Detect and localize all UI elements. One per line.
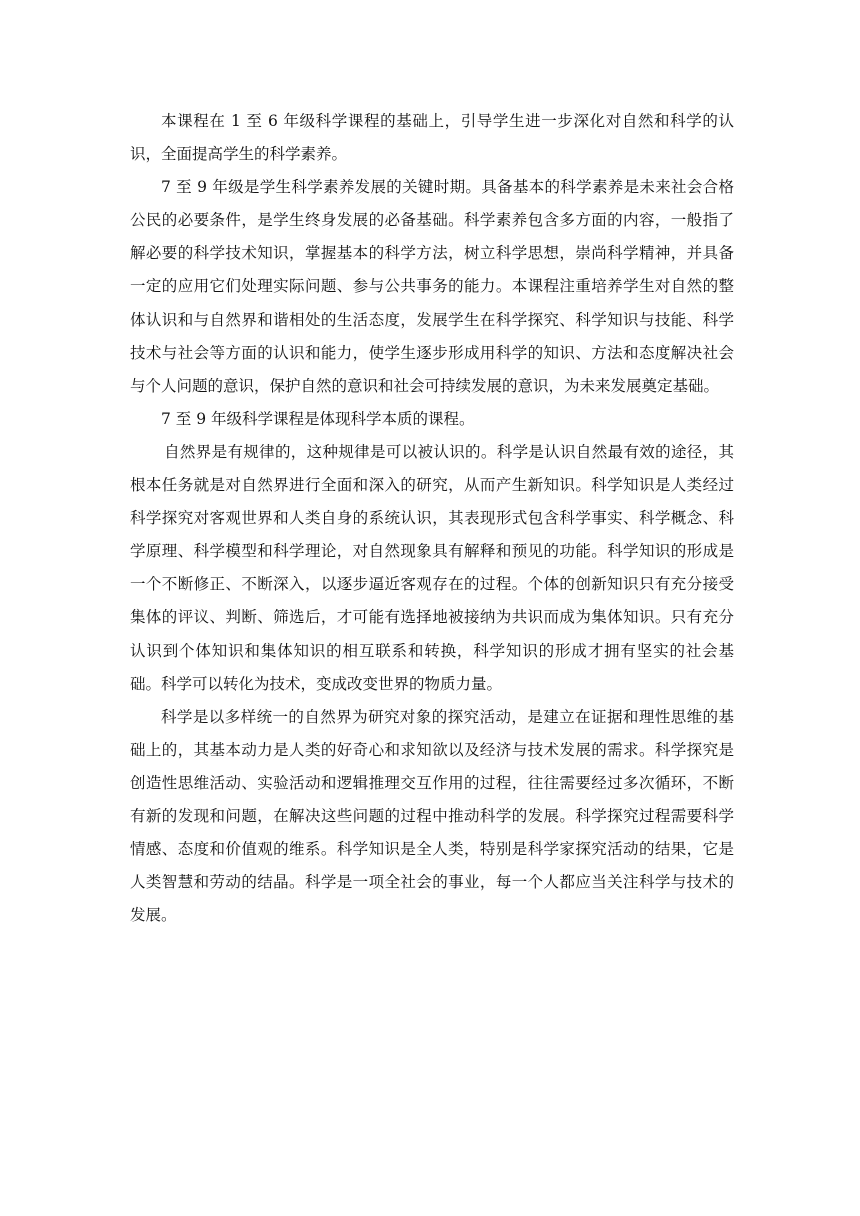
paragraph: 本课程在 1 至 6 年级科学课程的基础上，引导学生进一步深化对自然和科学的认识，全面提高学生的科学素养。 [130,112,734,164]
paragraph: 自然界是有规律的，这种规律是可以被认识的。科学是认识自然最有效的途径，其根本任务就是对自然界进行全面和深入的研究，从而产生新知识。科学知识是人类经过科学探究对客观世界和人类自身的系统认识，其表现形式包含科学事实、科学概念、科学原理、科学模型和科学理论，对自然现象具有解释和预见的功能。科学知识的形成是一个不断修正、不断深入，以逐步逼近客观存在的过程。个体的创新知识只有充分接受集体的评议、判断、筛选后，才可能有选择地被接纳为共识而成为集体知识。只有充分认识到个体知识和集体知识的相互联系和转换，科学知识的形成才拥有坚实的社会基础。科学可以转化为技术，变成改变世界的物质力量。 [130,442,734,693]
document-body [130,105,734,932]
paragraph: 科学是以多样统一的自然界为研究对象的探究活动，是建立在证据和理性思维的基础上的，其基本动力是人类的好奇心和求知欲以及经济与技术发展的需求。科学探究是创造性思维活动、实验活动和逻辑推理交互作用的过程，往往需要经过多次循环，不断有新的发现和问题，在解决这些问题的过程中推动科学的发展。科学探究过程需要科学情感、态度和价值观的维系。科学知识是全人类，特别是科学家探究活动的结果，它是人类智慧和劳动的结晶。科学是一项全社会的事业，每一个人都应当关注科学与技术的发展。 [130,707,734,925]
paragraph: 7 至 9 年级科学课程是体现科学本质的课程。 [161,409,475,428]
paragraph: 7 至 9 年级是学生科学素养发展的关键时期。具备基本的科学素养是未来社会合格公民的必要条件，是学生终身发展的必备基础。科学素养包含多方面的内容，一般指了解必要的科学技术知识，掌握基本的科学方法，树立科学思想，崇尚科学精神，并具备一定的应用它们处理实际问题、参与公共事务的能力。本课程注重培养学生对自然的整体认识和与自然界和谐相处的生活态度，发展学生在科学探究、科学知识与技能、科学技术与社会等方面的认识和能力，使学生逐步形成用科学的知识、方法和态度解决社会与个人问题的意识，保护自然的意识和社会可持续发展的意识，为未来发展奠定基础。 [130,178,734,395]
